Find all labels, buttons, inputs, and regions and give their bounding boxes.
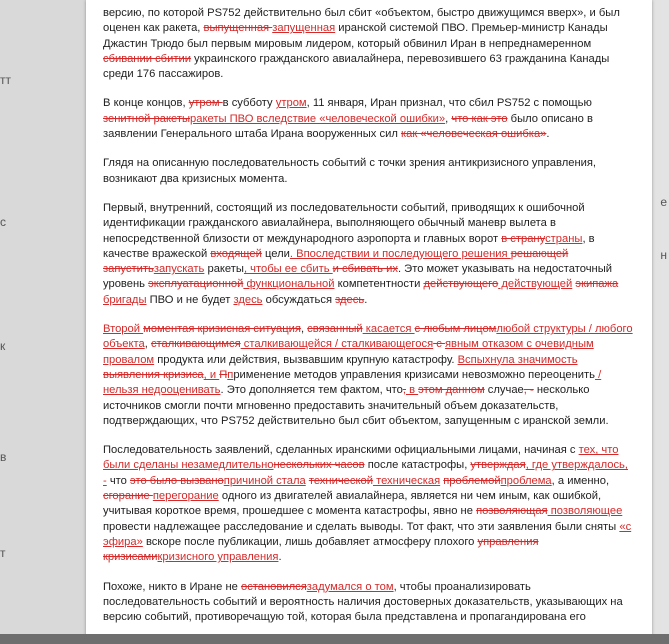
text-run: несколько источников смогли почти мгновенно предоставить значительный объем доказательств, подтверждающих, что PS752 действительно был сбит объектом, запущенным с иранской земли. [103, 384, 609, 427]
text-run: иранской системой ПВО. Премьер-министр Канады Джастин Трюдо был первым мировым лидером, который обвинил Иран в непреднамеренном [103, 22, 608, 50]
deleted-text: выявления кризиса [103, 368, 204, 381]
bottom-edge [0, 634, 669, 644]
text-run: . Это дополняется тем фактом, что [220, 384, 403, 397]
inserted-text: п [227, 368, 234, 381]
deleted-text: с любым лицом [414, 323, 497, 336]
deleted-text: сталкивающимся [150, 338, 241, 351]
text-run: обсуждаться [262, 293, 336, 306]
deleted-text: утверждая [470, 459, 526, 472]
left-neighbor-page [0, 0, 86, 644]
margin-fragment: с [0, 215, 6, 229]
deleted-text: эксплуатационной [148, 278, 244, 291]
deleted-text: остановился [240, 580, 307, 593]
text-run: цели [261, 247, 290, 260]
deleted-text: экипажа [575, 278, 619, 291]
paragraph[interactable] [103, 156, 633, 187]
deleted-text: , [402, 384, 406, 397]
deleted-text: здесь [335, 293, 365, 306]
text-run: провести надлежащее расследование и сделать выводы. Тот факт, что эти заявления были сняты [103, 520, 620, 533]
text-run: Похоже, никто в Иране не [103, 580, 241, 593]
text-run: было описано в заявлении Генерального штаба Ирана вооруженных сил [103, 112, 593, 141]
inserted-text: . Впоследствии и последующего решения [289, 247, 511, 260]
inserted-text: утром [275, 97, 307, 110]
text-run: , 11 января, Иран признал, что сбил PS752 с помощью [306, 97, 592, 110]
deleted-text: сбивании сбитии [103, 52, 191, 65]
inserted-text: причиной стала [223, 474, 306, 487]
deleted-text: в страну [501, 232, 546, 245]
text-run: что [106, 474, 130, 487]
text-run: , [144, 338, 151, 351]
text-run: ПВО и не будет [146, 293, 234, 306]
margin-fragment: т [0, 546, 6, 560]
inserted-text: Вспыхнула значимость [457, 353, 578, 366]
margin-fragment: в [0, 450, 7, 464]
inserted-text: / нельзя недооценивать [103, 368, 602, 397]
text-run: продукта или действия, вызвавшим крупную катастрофу. [154, 353, 458, 366]
text-run: , а именно, [551, 474, 610, 487]
inserted-text: техническая [372, 474, 441, 487]
deleted-text: П [219, 368, 228, 381]
deleted-text: моментая кризисная ситуация [143, 323, 301, 336]
inserted-text: касается [362, 323, 415, 336]
text-run: версию, по которой PS752 действительно был сбит «объектом, быстро движущимся вверх», и был оценен как ракета, [103, 7, 620, 35]
paragraph[interactable] [103, 96, 633, 142]
text-run: в субботу [222, 97, 276, 110]
deleted-text: , - [523, 384, 534, 397]
text-run: рименение методов управления кризисами невозможно переоценить [233, 368, 595, 381]
inserted-text: , где утверждалось, - [103, 459, 628, 487]
text-run: случае [484, 384, 524, 397]
paragraph[interactable] [103, 443, 633, 565]
text-run: В конце концов, [103, 97, 189, 110]
inserted-text: бригады [103, 293, 147, 306]
text-run: . [364, 293, 368, 306]
inserted-text: действующей [498, 278, 573, 291]
inserted-text: задумался о том [306, 580, 394, 593]
inserted-text: проблема [500, 474, 552, 487]
text-run: . [278, 551, 282, 564]
deleted-text: с [433, 338, 445, 351]
inserted-text: кризисного управления [157, 551, 279, 564]
right-neighbor-page [652, 0, 669, 644]
text-run: ракеты [204, 263, 244, 276]
document-body[interactable] [103, 6, 633, 639]
text-run: . Это может указывать на недостаточный уровень [103, 263, 612, 291]
deleted-text: действующего [423, 278, 499, 291]
deleted-text: сгорание [103, 490, 153, 503]
deleted-text: выпущенная [203, 22, 273, 35]
deleted-text: это было вызвано [130, 474, 224, 487]
paragraph[interactable] [103, 6, 633, 82]
inserted-text: сталкивающейся / сталкивающегося [240, 338, 434, 351]
paragraph[interactable] [103, 322, 633, 429]
inserted-text: позволяющее [547, 505, 623, 518]
inserted-text: в [405, 384, 419, 397]
paragraph[interactable] [103, 580, 633, 626]
deleted-text: проблемой [443, 474, 501, 487]
deleted-text: связанный [307, 323, 363, 336]
inserted-text: «с эфира» [103, 520, 632, 548]
inserted-text: Втор [103, 323, 128, 336]
deleted-text: входящей [210, 247, 262, 260]
inserted-text: страны [545, 232, 583, 245]
text-run: Последовательность заявлений, сделанных иранскими официальными лицами, начиная с [103, 444, 579, 457]
text-run: после катастрофы, [364, 459, 471, 472]
text-run: вскоре после публикации, лишь добавляет атмосферу плохого [142, 535, 478, 548]
deleted-text: как «человеческая ошибка» [400, 128, 547, 141]
inserted-text: ракеты ПВО вследствие «человеческой ошибки» [190, 112, 446, 125]
inserted-text: , и [203, 368, 220, 381]
inserted-text: , чтобы ее сбить [243, 263, 333, 276]
deleted-text: что как это [451, 112, 508, 125]
text-run: , чтобы проанализировать последовательность событий и вероятность наличия достоверных доказательств, указывающих на версию событий, противоречащую той, которая была представлена и пропагандирована его [103, 580, 623, 624]
inserted-text: функциональной [243, 278, 335, 291]
text-run: . [546, 128, 550, 141]
margin-fragment: к [0, 339, 6, 353]
text-run: Глядя на описанную последовательность событий с точки зрения антикризисного управления, возникают два кризисных момента. [103, 157, 597, 185]
deleted-text: утром [188, 97, 223, 110]
margin-fragment: тт [0, 73, 11, 87]
inserted-text: запускать [153, 263, 205, 276]
deleted-text: управления кризисами [103, 535, 539, 564]
inserted-text: явным отказом с очевидным провалом [103, 338, 594, 366]
inserted-text: здесь [233, 293, 263, 306]
deleted-text: этом данном [418, 384, 485, 397]
inserted-text: перегорание [152, 490, 219, 503]
text-run: Первый, внутренний, состоящий из последовательности событий, приводящих к ошибочной идентификации гражданского авиалайнера, выполняющего обычный маневр вылета в непосредственной близости от международного аэропорта и главных ворот [103, 201, 585, 245]
margin-fragment: н [660, 248, 667, 262]
inserted-text: тех, что были сделаны незамедлительно [103, 444, 619, 472]
document-page [86, 0, 652, 644]
text-run: одного из двигателей авиалайнера, является ни чем иным, как ошибкой, учитывая короткое время, прошедшее с момента катастрофы, явно не [103, 490, 602, 518]
deleted-text: зенитной ракеты [103, 112, 191, 125]
text-run: , [300, 323, 308, 336]
deleted-text: и сбивать их [332, 263, 398, 276]
deleted-text: решающей запустить [103, 247, 569, 276]
deleted-text: технической [308, 474, 373, 487]
inserted-text: ой [127, 323, 144, 336]
text-run: , в качестве вражеской [103, 232, 595, 260]
deleted-text: нескольких часов [273, 459, 365, 472]
inserted-text: любой структуры / любого объекта [103, 323, 633, 351]
deleted-text: позволяющая [476, 505, 548, 518]
text-run: , [445, 112, 452, 125]
paragraph[interactable] [103, 201, 633, 308]
inserted-text: запущенная [272, 22, 336, 35]
text-run: компетентности [334, 278, 424, 291]
text-run: украинского гражданского авиалайнера, перевозившего 63 гражданина Канады среди 176 пассажиров. [103, 52, 610, 81]
margin-fragment: е [660, 195, 667, 209]
